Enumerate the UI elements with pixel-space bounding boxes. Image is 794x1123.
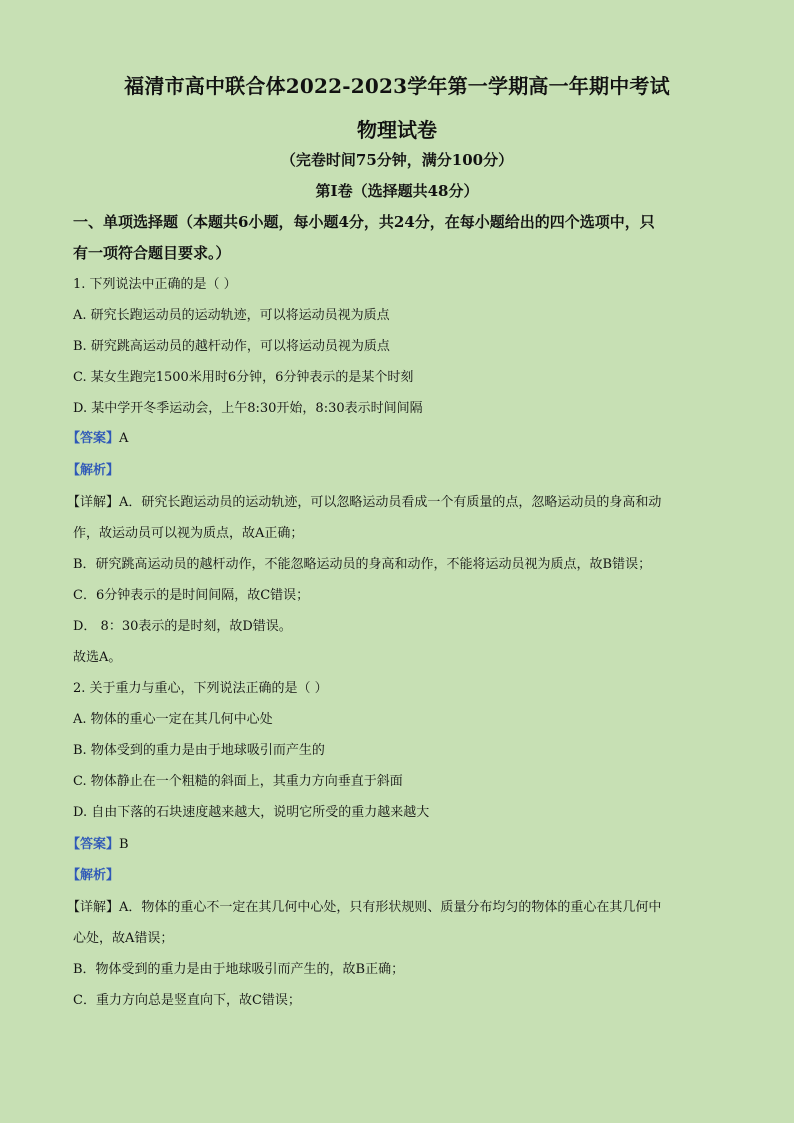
- question-1-detail-line-6: 故选A。: [73, 650, 122, 665]
- question-2-detail-row: [67, 899, 727, 917]
- analysis-label: 【解析】: [67, 463, 120, 478]
- section-heading-line-1: 一、单项选择题（本题共6小题，每小题4分，共24分，在每小题给出的四个选项中，只: [73, 213, 655, 231]
- volume-title: 第Ⅰ卷（选择题共48分）: [315, 182, 479, 200]
- section-heading-line-2: 有一项符合题目要求。）: [73, 244, 231, 262]
- question-1-option-d: D. 某中学开冬季运动会，上午8:30开始，8:30表示时间间隔: [73, 401, 423, 416]
- question-2-detail-line-1: A．物体的重心不一定在其几何中心处，只有形状规则、质量分布均匀的物体的重心在其几何中: [119, 900, 662, 915]
- question-2-option-a: A. 物体的重心一定在其几何中心处: [73, 712, 273, 727]
- question-1-detail-row: [67, 494, 727, 512]
- detail-label: 【详解】: [67, 495, 120, 510]
- question-1-detail-line-2: 作，故运动员可以视为质点，故A正确；: [73, 526, 304, 541]
- question-1-stem: 1. 下列说法中正确的是（ ）: [73, 277, 237, 292]
- question-1-detail-line-4: C．6分钟表示的是时间间隔，故C错误；: [73, 588, 310, 603]
- question-2-option-b: B. 物体受到的重力是由于地球吸引而产生的: [73, 743, 325, 758]
- analysis-label: 【解析】: [67, 868, 120, 883]
- subject-title: 物理试卷: [357, 118, 437, 142]
- question-2-answer-row: [67, 836, 727, 854]
- answer-label: 【答案】: [67, 431, 120, 446]
- detail-label: 【详解】: [67, 900, 120, 915]
- question-2-detail-line-2: 心处，故A错误；: [73, 931, 174, 946]
- question-1-detail-line-5: D． 8：30表示的是时刻，故D错误。: [73, 619, 292, 634]
- question-2-option-c: C. 物体静止在一个粗糙的斜面上，其重力方向垂直于斜面: [73, 774, 403, 789]
- answer-label: 【答案】: [67, 837, 120, 852]
- exam-title: 福清市高中联合体2022-2023学年第一学期高一年期中考试: [124, 74, 670, 98]
- question-1-detail-line-3: B．研究跳高运动员的越杆动作，不能忽略运动员的身高和动作，不能将运动员视为质点，故B错误；: [73, 557, 652, 572]
- question-2-detail-line-4: C．重力方向总是竖直向下，故C错误；: [73, 993, 301, 1008]
- question-1-option-b: B. 研究跳高运动员的越杆动作，可以将运动员视为质点: [73, 339, 390, 354]
- question-2-answer: B: [119, 837, 129, 852]
- question-1-option-a: A. 研究长跑运动员的运动轨迹，可以将运动员视为质点: [73, 308, 390, 323]
- question-2-stem: 2. 关于重力与重心，下列说法正确的是（ ）: [73, 681, 328, 696]
- question-1-answer: A: [119, 431, 129, 446]
- question-2-detail-line-3: B．物体受到的重力是由于地球吸引而产生的，故B正确；: [73, 962, 405, 977]
- question-1-answer-row: [67, 430, 727, 448]
- question-1-analysis-row: [67, 462, 727, 480]
- question-1-option-c: C. 某女生跑完1500米用时6分钟，6分钟表示的是某个时刻: [73, 370, 414, 385]
- question-2-analysis-row: [67, 867, 727, 885]
- question-2-option-d: D. 自由下落的石块速度越来越大，说明它所受的重力越来越大: [73, 805, 430, 820]
- exam-info: （完卷时间75分钟，满分100分）: [280, 151, 514, 169]
- question-1-detail-line-1: A．研究长跑运动员的运动轨迹，可以忽略运动员看成一个有质量的点，忽略运动员的身高和动: [119, 495, 662, 510]
